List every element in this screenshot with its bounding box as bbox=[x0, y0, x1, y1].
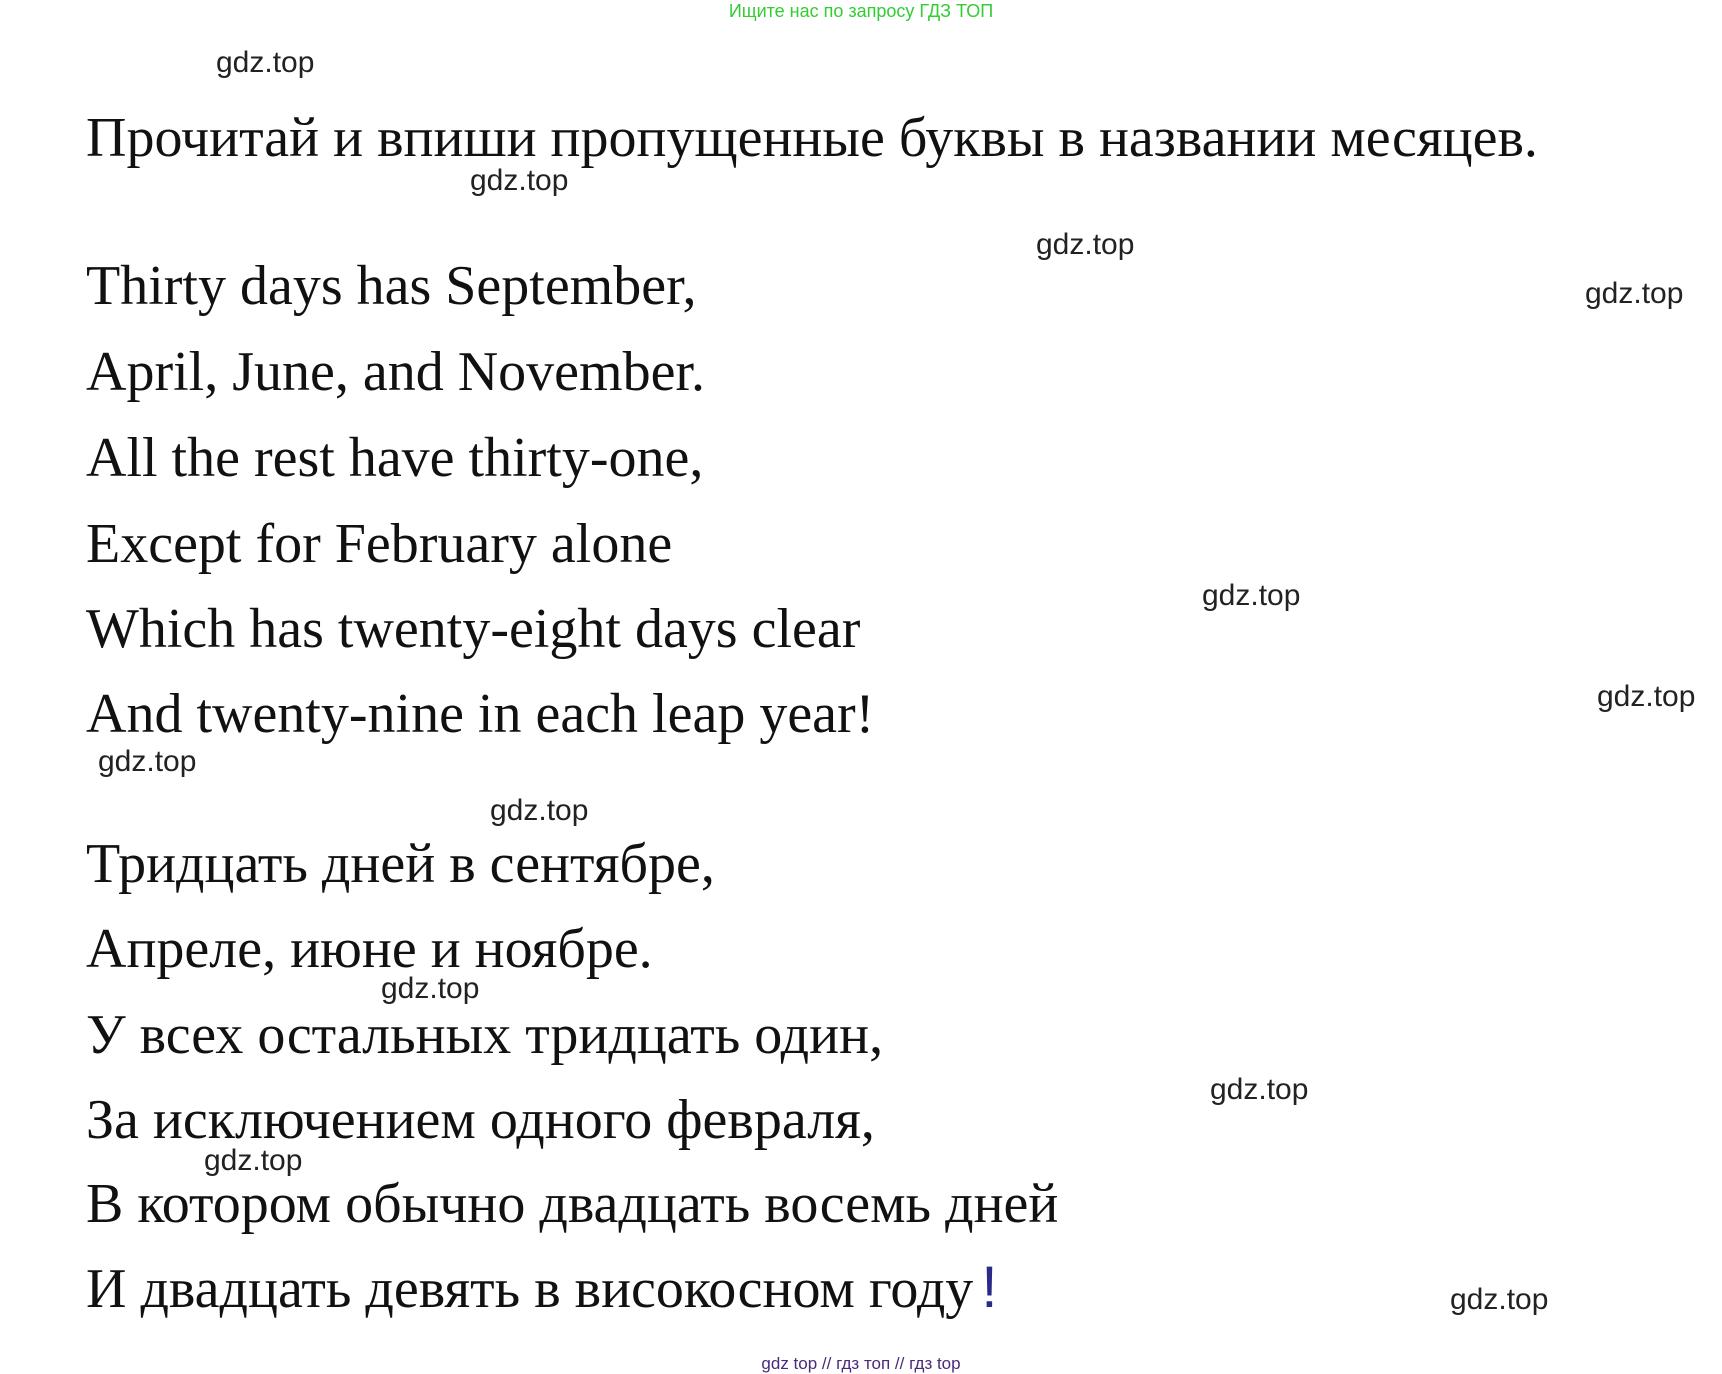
russian-poem-line-1: Тридцать дней в сентябре, bbox=[86, 833, 715, 895]
russian-poem-line-4: За исключением одного февраля, bbox=[86, 1089, 875, 1151]
watermark: gdz.top bbox=[1036, 228, 1135, 261]
watermark: gdz.top bbox=[1202, 579, 1301, 612]
watermark: gdz.top bbox=[470, 164, 569, 197]
top-banner: Ищите нас по запросу ГДЗ ТОП bbox=[728, 1, 994, 21]
watermark: gdz.top bbox=[216, 46, 315, 79]
watermark: gdz.top bbox=[98, 745, 197, 778]
footer-watermark: gdz top // гдз топ // гдз top bbox=[761, 1354, 961, 1373]
watermark: gdz.top bbox=[490, 794, 589, 827]
english-poem-line-2: April, June, and November. bbox=[86, 341, 705, 403]
english-poem-line-3: All the rest have thirty-one, bbox=[86, 427, 704, 489]
watermark: gdz.top bbox=[1597, 680, 1696, 713]
watermark: gdz.top bbox=[1585, 277, 1684, 310]
english-poem-line-1: Thirty days has September, bbox=[86, 255, 697, 317]
exclamation-mark: ! bbox=[981, 1255, 998, 1320]
english-poem-line-5: Which has twenty-eight days clear bbox=[86, 598, 861, 660]
russian-poem-line-6 bbox=[86, 1254, 997, 1323]
task-heading: Прочитай и впиши пропущенные буквы в названии месяцев. bbox=[86, 107, 1538, 169]
english-poem-line-6: And twenty-nine in each leap year! bbox=[86, 683, 875, 745]
watermark: gdz.top bbox=[1450, 1283, 1549, 1316]
watermark: gdz.top bbox=[381, 972, 480, 1005]
watermark: gdz.top bbox=[1210, 1073, 1309, 1106]
russian-poem-line-5: В котором обычно двадцать восемь дней bbox=[86, 1173, 1059, 1235]
russian-poem-line-2: Апреле, июне и ноябре. bbox=[86, 918, 653, 980]
russian-poem-line-6-text: И двадцать девять в високосном году bbox=[86, 1258, 974, 1320]
russian-poem-line-3: У всех остальных тридцать один, bbox=[86, 1004, 884, 1066]
english-poem-line-4: Except for February alone bbox=[86, 513, 673, 575]
watermark: gdz.top bbox=[204, 1144, 303, 1177]
